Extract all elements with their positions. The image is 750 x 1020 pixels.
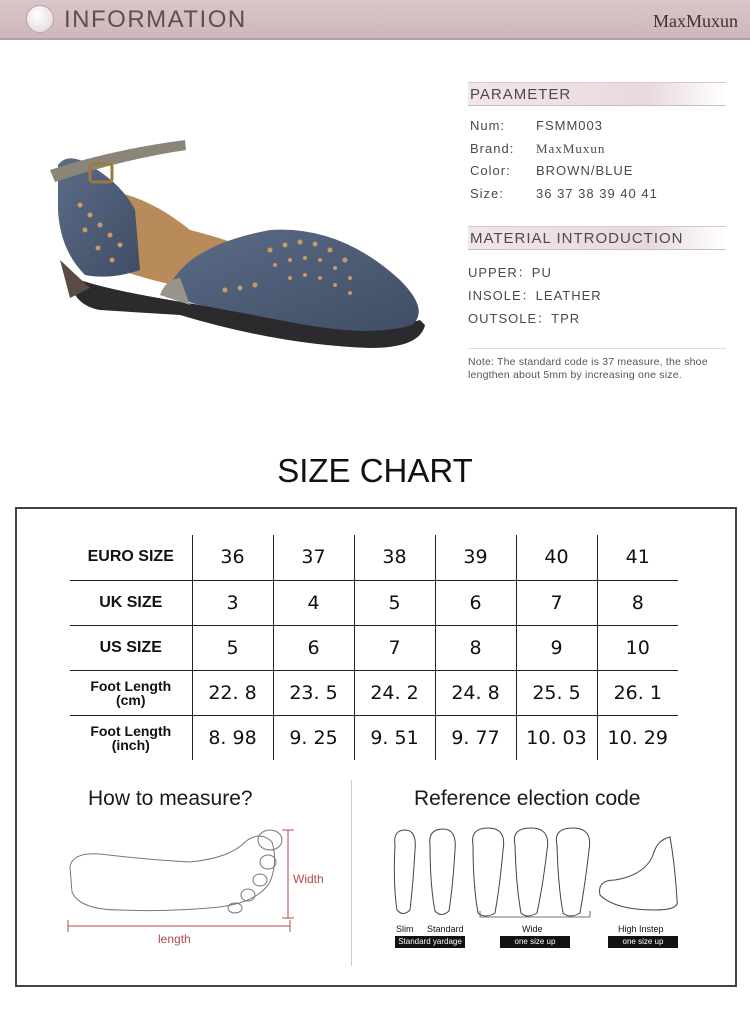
reference-title: Reference election code [414, 787, 641, 810]
row-label [70, 670, 192, 715]
row-label: US SIZE [70, 625, 192, 670]
feet-reference-diagram [385, 825, 685, 925]
header-banner [0, 0, 750, 40]
table-cell: 38 [354, 535, 435, 580]
table-cell: 41 [597, 535, 678, 580]
table-row [70, 625, 678, 670]
table-cell: 9 [516, 625, 597, 670]
header-title: INFORMATION [64, 6, 247, 33]
section-divider [351, 780, 352, 966]
table-cell: 9. 25 [273, 715, 354, 760]
table-cell: 8. 98 [192, 715, 273, 760]
standard-yardage-bar: Standard yardage [395, 936, 465, 948]
row-label-unit: (cm) [115, 691, 146, 708]
row-label [70, 715, 192, 760]
table-cell: 5 [354, 580, 435, 625]
size-table [70, 535, 678, 760]
table-cell: 3 [192, 580, 273, 625]
slim-label: Slim [396, 924, 414, 934]
table-cell: 40 [516, 535, 597, 580]
table-cell: 10 [597, 625, 678, 670]
high-instep-label: High Instep [618, 924, 664, 934]
table-cell: 5 [192, 625, 273, 670]
table-cell: 9. 51 [354, 715, 435, 760]
table-row [70, 535, 678, 580]
table-cell: 6 [435, 580, 516, 625]
table-cell: 10. 29 [597, 715, 678, 760]
brand-name: MaxMuxun [653, 11, 738, 31]
row-label-main: Foot Length [90, 722, 172, 739]
material-upper: UPPER：PU [468, 265, 552, 280]
table-cell: 25. 5 [516, 670, 597, 715]
material-outsole: OUTSOLE：TPR [468, 311, 581, 326]
parameter-title: PARAMETER [468, 82, 726, 106]
table-cell: 24. 8 [435, 670, 516, 715]
table-cell: 8 [597, 580, 678, 625]
param-key: Num: [470, 118, 506, 133]
param-row-size [470, 186, 658, 201]
size-note: Note: The standard code is 37 measure, the shoe lengthen about 5mm by increasing one size. [468, 348, 726, 382]
param-value: BROWN/BLUE [536, 163, 634, 178]
param-row-brand [470, 141, 605, 157]
table-cell: 26. 1 [597, 670, 678, 715]
row-label-unit: (inch) [111, 736, 150, 753]
material-title: MATERIAL INTRODUCTION [468, 226, 726, 250]
param-key: Brand: [470, 141, 515, 156]
table-cell: 4 [273, 580, 354, 625]
param-key: Size: [470, 186, 504, 201]
table-cell: 8 [435, 625, 516, 670]
table-cell: 36 [192, 535, 273, 580]
row-label: UK SIZE [70, 580, 192, 625]
table-cell: 10. 03 [516, 715, 597, 760]
table-cell: 24. 2 [354, 670, 435, 715]
one-size-up-bar: one size up [608, 936, 678, 948]
table-cell: 23. 5 [273, 670, 354, 715]
table-cell: 37 [273, 535, 354, 580]
param-row-color [470, 163, 633, 178]
shoe-image [40, 130, 440, 360]
foot-outline-diagram [60, 822, 340, 952]
table-cell: 7 [516, 580, 597, 625]
width-label: Width [293, 872, 324, 886]
table-row [70, 715, 678, 760]
material-insole: INSOLE：LEATHER [468, 288, 602, 303]
standard-label: Standard [427, 924, 464, 934]
param-key: Color: [470, 163, 511, 178]
size-chart-title: SIZE CHART [277, 452, 473, 489]
table-cell: 22. 8 [192, 670, 273, 715]
table-cell: 9. 77 [435, 715, 516, 760]
circle-icon [26, 5, 54, 33]
param-value: FSMM003 [536, 118, 603, 133]
table-cell: 7 [354, 625, 435, 670]
table-row [70, 580, 678, 625]
table-cell: 6 [273, 625, 354, 670]
table-cell: 39 [435, 535, 516, 580]
table-row [70, 670, 678, 715]
wide-label: Wide [522, 924, 543, 934]
row-label: EURO SIZE [87, 548, 174, 566]
param-value: MaxMuxun [536, 141, 606, 156]
how-to-measure-title: How to measure? [88, 787, 253, 810]
param-value: 36 37 38 39 40 41 [536, 186, 658, 201]
length-label: length [158, 932, 191, 946]
one-size-up-bar: one size up [500, 936, 570, 948]
row-label-main: Foot Length [90, 677, 172, 694]
param-row-num [470, 118, 603, 133]
